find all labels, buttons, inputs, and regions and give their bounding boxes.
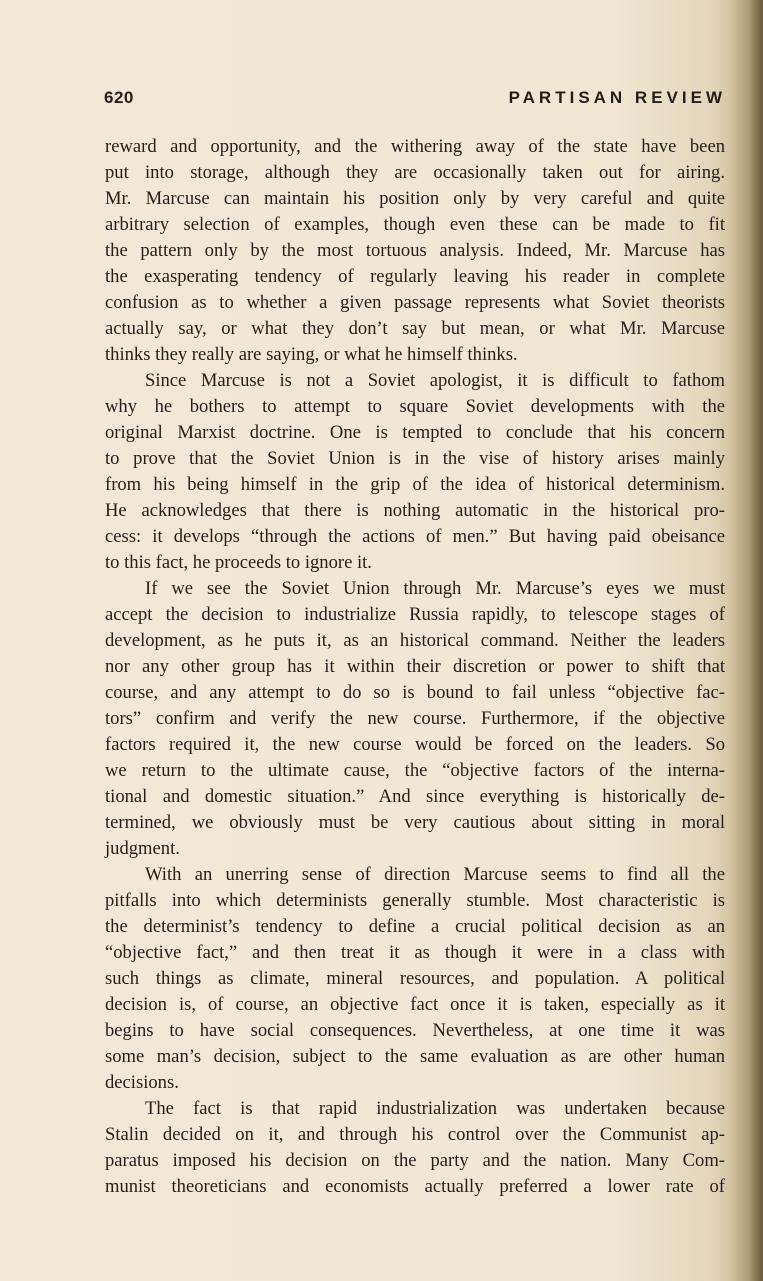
text-line: put into storage, although they are occasionally taken out for airing.: [105, 162, 725, 183]
text-line: The fact is that rapid industrialization was undertaken because: [145, 1098, 725, 1119]
text-line: With an unerring sense of direction Marcuse seems to find all the: [145, 864, 725, 885]
text-line: decisions.: [105, 1072, 179, 1093]
text-line: If we see the Soviet Union through Mr. Marcuse’s eyes we must: [145, 578, 725, 599]
text-line: begins to have social consequences. Nevertheless, at one time it was: [105, 1020, 725, 1041]
text-line: the pattern only by the most tortuous analysis. Indeed, Mr. Marcuse has: [105, 240, 725, 261]
text-line: judgment.: [105, 838, 180, 859]
page-header: [104, 88, 726, 116]
text-line: factors required it, the new course would be forced on the leaders. So: [105, 734, 725, 755]
text-line: from his being himself in the grip of the idea of historical determinism.: [105, 474, 725, 495]
text-line: to this fact, he proceeds to ignore it.: [105, 552, 372, 573]
text-line: Stalin decided on it, and through his control over the Communist ap-: [105, 1124, 725, 1145]
text-line: nor any other group has it within their discretion or power to shift that: [105, 656, 725, 677]
text-line: the determinist’s tendency to define a crucial political decision as an: [105, 916, 725, 937]
running-title: PARTISAN REVIEW: [508, 88, 726, 107]
binding-gutter-shadow: [729, 0, 763, 1281]
text-line: He acknowledges that there is nothing automatic in the historical pro-: [105, 500, 725, 521]
text-line: why he bothers to attempt to square Soviet developments with the: [105, 396, 725, 417]
text-line: “objective fact,” and then treat it as though it were in a class with: [105, 942, 725, 963]
text-line: confusion as to whether a given passage represents what Soviet theorists: [105, 292, 725, 313]
text-line: termined, we obviously must be very cautious about sitting in moral: [105, 812, 725, 833]
text-line: tional and domestic situation.” And since everything is historically de-: [105, 786, 725, 807]
paragraph-2: [105, 368, 725, 576]
text-line: paratus imposed his decision on the party and the nation. Many Com-: [105, 1150, 725, 1171]
text-line: course, and any attempt to do so is bound to fail unless “objective fac-: [105, 682, 725, 703]
text-line: some man’s decision, subject to the same evaluation as are other human: [105, 1046, 725, 1067]
paragraph-1: [105, 134, 725, 368]
text-line: Since Marcuse is not a Soviet apologist, it is difficult to fathom: [145, 370, 725, 391]
text-line: such things as climate, mineral resources, and population. A political: [105, 968, 725, 989]
text-line: we return to the ultimate cause, the “objective factors of the interna-: [105, 760, 725, 781]
paragraph-4: [105, 862, 725, 1096]
text-line: development, as he puts it, as an historical command. Neither the leaders: [105, 630, 725, 651]
text-line: actually say, or what they don’t say but mean, or what Mr. Marcuse: [105, 318, 725, 339]
text-line: original Marxist doctrine. One is tempted to conclude that his concern: [105, 422, 725, 443]
paragraph-3: [105, 576, 725, 862]
text-line: munist theoreticians and economists actually preferred a lower rate of: [105, 1176, 725, 1197]
text-line: arbitrary selection of examples, though even these can be made to fit: [105, 214, 725, 235]
text-line: reward and opportunity, and the withering away of the state have been: [105, 136, 725, 157]
text-line: decision is, of course, an objective fact once it is taken, especially as it: [105, 994, 725, 1015]
text-line: the exasperating tendency of regularly leaving his reader in complete: [105, 266, 725, 287]
page-number: 620: [104, 88, 134, 107]
text-line: thinks they really are saying, or what he himself thinks.: [105, 344, 518, 365]
text-line: tors” confirm and verify the new course. Furthermore, if the objective: [105, 708, 725, 729]
paragraph-5: [105, 1096, 725, 1200]
text-line: Mr. Marcuse can maintain his position only by very careful and quite: [105, 188, 725, 209]
text-line: cess: it develops “through the actions of men.” But having paid obeisance: [105, 526, 725, 547]
text-line: pitfalls into which determinists generally stumble. Most characteristic is: [105, 890, 725, 911]
body-text: [105, 134, 725, 1200]
text-line: to prove that the Soviet Union is in the vise of history arises mainly: [105, 448, 725, 469]
text-line: accept the decision to industrialize Russia rapidly, to telescope stages of: [105, 604, 725, 625]
